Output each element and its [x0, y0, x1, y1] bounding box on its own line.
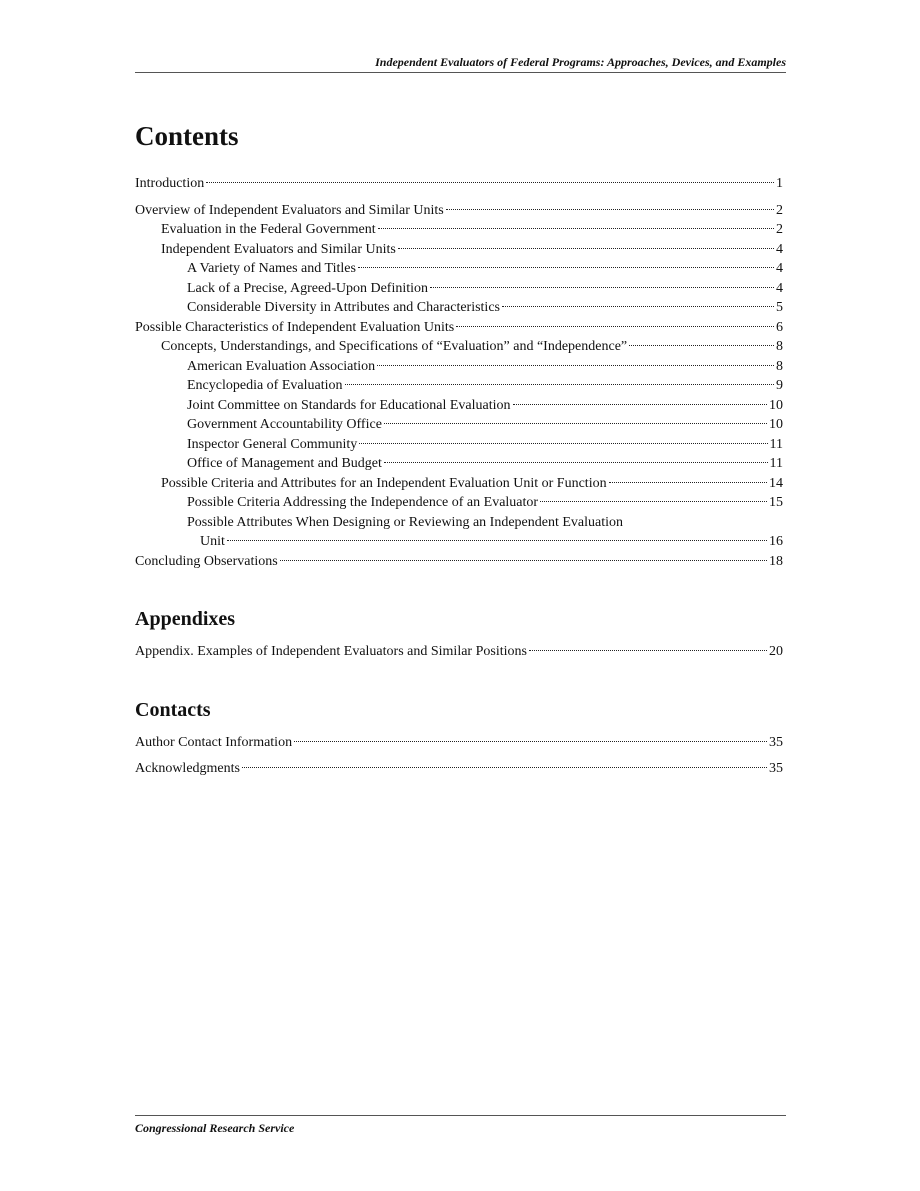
- toc-entry-attributes-designing[interactable]: [135, 513, 783, 552]
- toc-entry-appendix[interactable]: [135, 642, 783, 662]
- toc-entry-ig-community[interactable]: [135, 435, 783, 455]
- contacts-title: Contacts: [135, 698, 211, 721]
- toc-entry-label: Author Contact Information: [135, 734, 293, 750]
- dot-leader: [206, 182, 774, 183]
- toc-entry-page: 2: [776, 202, 783, 218]
- dot-leader: [529, 650, 767, 651]
- toc-entry-label: Concluding Observations: [135, 553, 278, 569]
- toc-entry-diversity[interactable]: [135, 298, 783, 318]
- toc-entry-label: Possible Attributes When Designing or Reviewing an Independent Evaluation: [187, 514, 623, 530]
- toc-entry-page: 4: [776, 241, 783, 257]
- dot-leader: [345, 384, 775, 385]
- toc-entry-label: Appendix. Examples of Independent Evaluators and Similar Positions: [135, 644, 527, 660]
- toc-entry-page: 1: [776, 176, 783, 192]
- toc-entry-label: Evaluation in the Federal Government: [161, 222, 376, 238]
- appendixes-section: [135, 607, 783, 662]
- toc-entry-aea[interactable]: [135, 357, 783, 377]
- toc-entry-label: Possible Criteria and Attributes for an Independent Evaluation Unit or Function: [161, 475, 607, 491]
- toc-entry-page: 6: [776, 319, 783, 335]
- toc-entry-label: American Evaluation Association: [187, 358, 376, 374]
- toc-entry-page: 16: [769, 534, 783, 550]
- toc-entry-introduction[interactable]: [135, 174, 783, 194]
- dot-leader: [280, 560, 767, 561]
- toc-entry-page: 4: [776, 280, 783, 296]
- toc-entry-page: 2: [776, 222, 783, 238]
- toc-entry-label: Possible Criteria Addressing the Independence of an Evaluator: [187, 495, 539, 511]
- dot-leader: [377, 365, 774, 366]
- toc-entry-lack-definition[interactable]: [135, 279, 783, 299]
- toc-entry-label: Inspector General Community: [187, 436, 358, 452]
- toc-entry-page: 11: [769, 456, 783, 472]
- contents-title: Contents: [135, 121, 239, 151]
- toc-entry-page: 4: [776, 261, 783, 277]
- toc-entry-label: Government Accountability Office: [187, 417, 382, 433]
- toc-entry-label: A Variety of Names and Titles: [187, 261, 356, 277]
- dot-leader: [609, 482, 767, 483]
- toc-entry-page: 35: [769, 761, 783, 777]
- toc-entry-page: 10: [769, 417, 783, 433]
- toc-entry-joint-committee[interactable]: [135, 396, 783, 416]
- toc-entry-page: 18: [769, 553, 783, 569]
- toc-entry-page: 11: [769, 436, 783, 452]
- toc-entry-label: Acknowledgments: [135, 761, 240, 777]
- dot-leader: [378, 228, 774, 229]
- toc-entry-label: Concepts, Understandings, and Specifications of “Evaluation” and “Independence”: [161, 339, 628, 355]
- toc-entry-label: Joint Committee on Standards for Educational Evaluation: [187, 397, 511, 413]
- toc-entry-evaluation-federal[interactable]: [135, 220, 783, 240]
- dot-leader: [294, 741, 767, 742]
- toc-entry-label: Possible Characteristics of Independent Evaluation Units: [135, 319, 455, 335]
- toc-entry-page: 15: [769, 495, 783, 511]
- toc-entry-omb[interactable]: [135, 454, 783, 474]
- dot-leader: [446, 209, 774, 210]
- dot-leader: [359, 443, 767, 444]
- dot-leader: [456, 326, 774, 327]
- toc-entry-page: 8: [776, 358, 783, 374]
- toc-entry-page: 5: [776, 300, 783, 316]
- header-rule: [135, 72, 786, 73]
- toc-entry-author-contact[interactable]: [135, 733, 783, 753]
- table-of-contents: [135, 120, 783, 779]
- dot-leader: [242, 767, 767, 768]
- dot-leader: [358, 267, 774, 268]
- toc-entry-encyclopedia[interactable]: [135, 376, 783, 396]
- toc-entry-label: Encyclopedia of Evaluation: [187, 378, 343, 394]
- dot-leader: [384, 462, 768, 463]
- toc-entry-page: 8: [776, 339, 783, 355]
- running-header: Independent Evaluators of Federal Programs: Approaches, Devices, and Examples: [375, 55, 786, 69]
- toc-entry-possible-characteristics[interactable]: [135, 318, 783, 338]
- toc-entry-label: Independent Evaluators and Similar Units: [161, 241, 396, 257]
- toc-entry-variety-names[interactable]: [135, 259, 783, 279]
- toc-entry-possible-criteria-attributes[interactable]: [135, 474, 783, 494]
- dot-leader: [227, 540, 767, 541]
- toc-entry-criteria-independence[interactable]: [135, 493, 783, 513]
- toc-entry-gao[interactable]: [135, 415, 783, 435]
- toc-entry-page: 35: [769, 734, 783, 750]
- dot-leader: [502, 306, 774, 307]
- toc-entry-acknowledgments[interactable]: [135, 759, 783, 779]
- contacts-section: [135, 698, 783, 779]
- toc-entry-concepts[interactable]: [135, 337, 783, 357]
- dot-leader: [430, 287, 774, 288]
- toc-entry-label-continued: Unit: [200, 534, 225, 550]
- running-footer: Congressional Research Service: [135, 1121, 295, 1135]
- toc-entry-independent-evaluators[interactable]: [135, 240, 783, 260]
- toc-entry-page: 20: [769, 644, 783, 660]
- toc-entry-label: Office of Management and Budget: [187, 456, 382, 472]
- appendixes-title: Appendixes: [135, 608, 236, 631]
- dot-leader: [384, 423, 767, 424]
- toc-entry-label: Introduction: [135, 176, 205, 192]
- toc-entry-page: 10: [769, 397, 783, 413]
- footer-rule: [135, 1115, 786, 1116]
- dot-leader: [513, 404, 768, 405]
- dot-leader: [629, 345, 774, 346]
- dot-leader: [540, 501, 767, 502]
- toc-entry-label: Overview of Independent Evaluators and Similar Units: [135, 202, 444, 218]
- toc-entry-page: 14: [769, 475, 783, 491]
- toc-entry-continuation: [135, 532, 783, 552]
- toc-entry-label: Lack of a Precise, Agreed-Upon Definition: [187, 280, 429, 296]
- dot-leader: [398, 248, 774, 249]
- toc-entry-page: 9: [776, 378, 783, 394]
- toc-entry-overview[interactable]: [135, 201, 783, 221]
- toc-entry-label: Considerable Diversity in Attributes and Characteristics: [187, 300, 500, 316]
- toc-entry-concluding[interactable]: [135, 552, 783, 572]
